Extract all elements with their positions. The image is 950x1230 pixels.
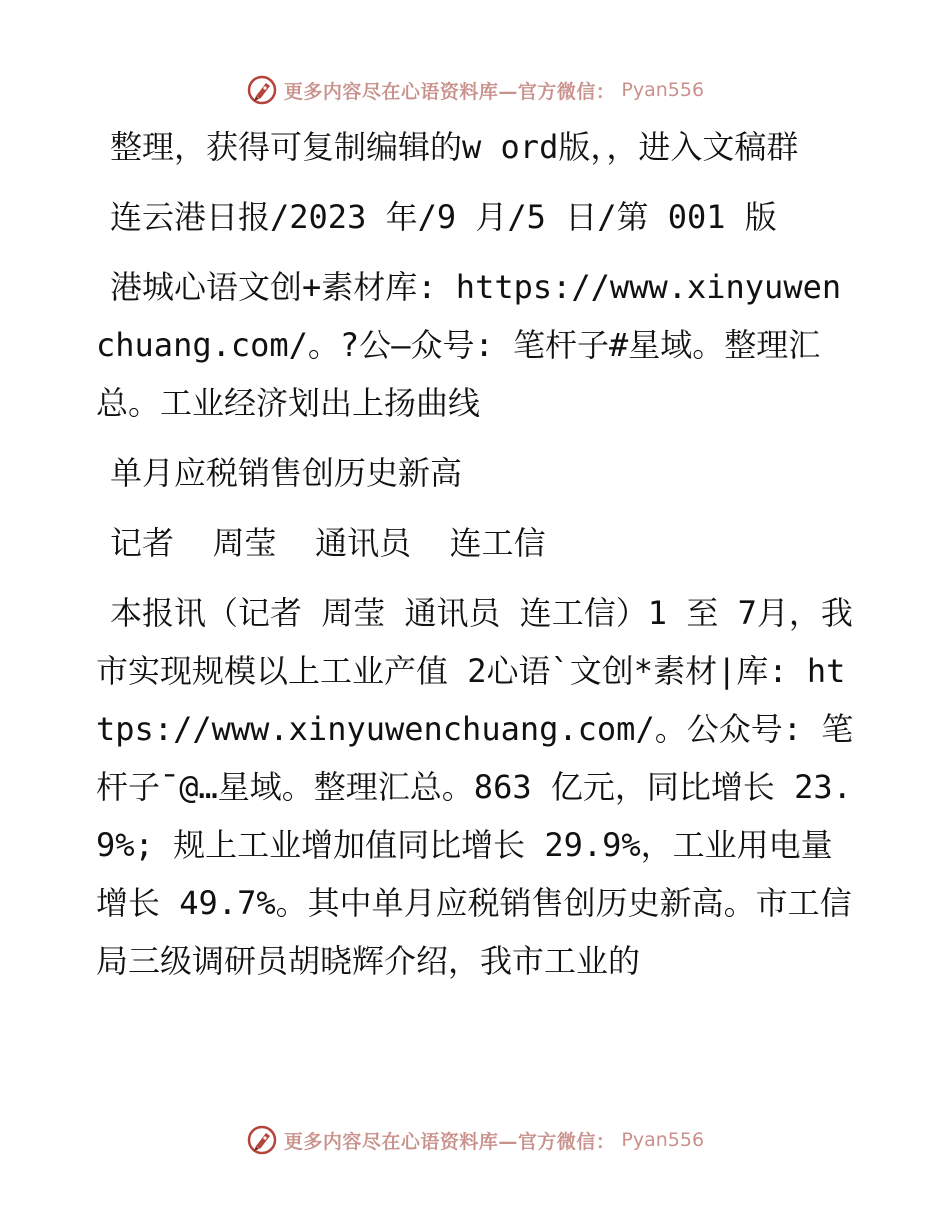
paragraph-subheadline: 单月应税销售创历史新高 (110, 454, 463, 492)
pen-nib-logo-icon (246, 1124, 278, 1156)
paragraph-library-headline: 港城心语文创+素材库: https://www.xinyuwenchuang.com/。?公—众号: 笔杆子#星域。整理汇总。工业经济划出上扬曲线 (96, 268, 842, 422)
watermark-group (246, 1124, 704, 1156)
paragraph-article-body: 本报讯（记者 周莹 通讯员 连工信）1 至 7月，我市实现规模以上工业产值 2心语`文创*素材|库: https://www.xinyuwenchuang.com/。公众号: 笔杆子¯@…星域。整理汇总。863 亿元，同比增长 23.9%; 规上工业增加值同比增长 29.9%，工业用电量增长 49.7%。其中单月应税销售创历史新高。市工信局三级调研员胡晓辉介绍，我市工业的 (96, 594, 854, 980)
watermark-contact: Pyan556 (621, 1129, 705, 1151)
watermark-text: 更多内容尽在心语资料库—官方微信： (283, 1130, 616, 1153)
paragraph-byline: 记者 周莹 通讯员 连工信 (110, 524, 546, 562)
paragraph-intro: 整理，获得可复制编辑的w ord版，，进入文稿群 (110, 128, 799, 166)
watermark-group (246, 74, 704, 106)
document-body (96, 118, 856, 990)
watermark-text: 更多内容尽在心语资料库—官方微信： (283, 80, 616, 103)
paragraph-source: 连云港日报/2023 年/9 月/5 日/第 001 版 (110, 198, 777, 236)
header-watermark-banner (0, 70, 950, 110)
pen-nib-logo-icon (246, 74, 278, 106)
footer-watermark-banner (0, 1120, 950, 1160)
watermark-contact: Pyan556 (621, 79, 705, 101)
